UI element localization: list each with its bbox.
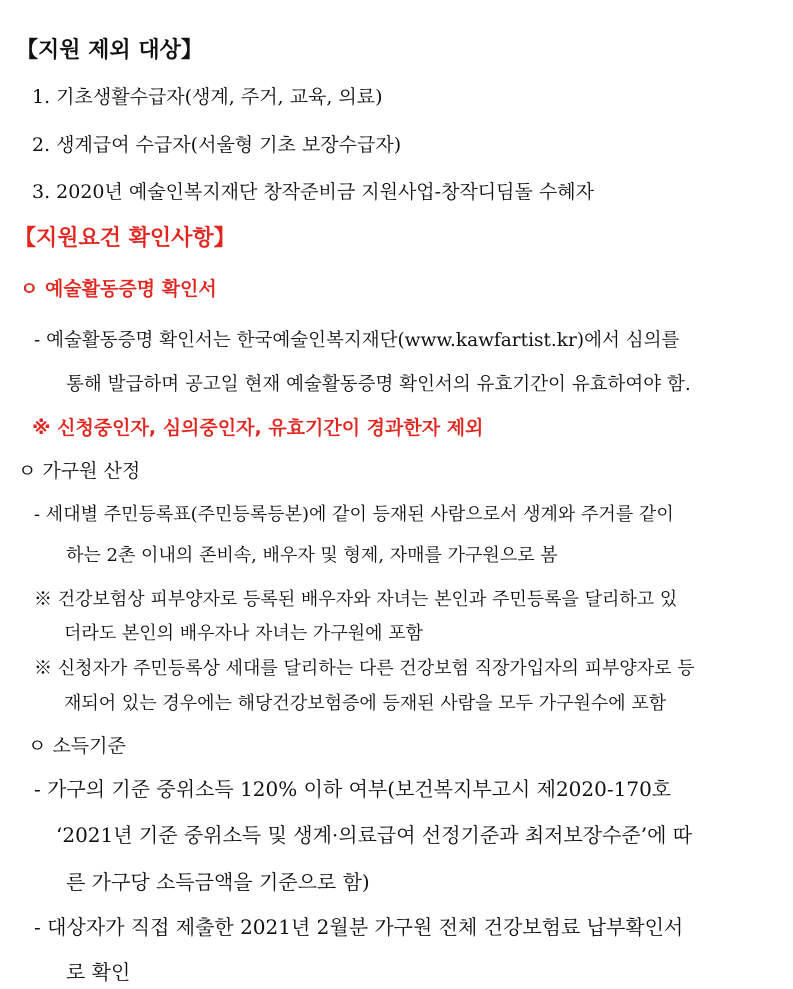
household-note1-line1: ※ 건강보험상 피부양자로 등록된 배우자와 자녀는 본인과 주민등록을 달리하고 있 xyxy=(34,589,678,610)
exclusion-title: 【지원 제외 대상】 xyxy=(16,38,203,63)
household-note1-line2: 더라도 본인의 배우자나 자녀는 가구원에 포함 xyxy=(64,623,423,644)
household-note2-line2: 재되어 있는 경우에는 해당건강보험증에 등재된 사람을 모두 가구원수에 포함 xyxy=(64,693,667,714)
household-note2-line1: ※ 신청자가 주민등록상 세대를 달리하는 다른 건강보험 직장가입자의 피부양자로 등 xyxy=(34,658,695,679)
household-desc-line1: - 세대별 주민등록표(주민등록등본)에 같이 등재된 사람으로서 생계와 주거를 같이 xyxy=(34,504,674,525)
exclusion-item-2: 2. 생계급여 수급자(서울형 기초 보장수급자) xyxy=(32,134,402,156)
art-cert-desc-line1: - 예술활동증명 확인서는 한국예술인복지재단(www.kawfartist.kr)에서 심의를 xyxy=(34,330,680,351)
income-desc1-line3: 른 가구당 소득금액을 기준으로 함) xyxy=(66,870,370,894)
income-heading: ㅇ 소득기준 xyxy=(28,735,126,757)
requirements-title: 【지원요건 확인사항】 xyxy=(14,226,236,251)
household-desc-line2: 하는 2촌 이내의 존비속, 배우자 및 형제, 자매를 가구원으로 봄 xyxy=(66,545,558,566)
income-desc1-line2: ‘2021년 기준 중위소득 및 생계·의료급여 선정기준과 최저보장수준’에 따 xyxy=(56,823,693,847)
exclusion-item-3: 3. 2020년 예술인복지재단 창작준비금 지원사업-창작디딤돌 수혜자 xyxy=(32,181,594,203)
art-cert-heading: ㅇ 예술활동증명 확인서 xyxy=(20,278,217,300)
exclusion-item-1: 1. 기초생활수급자(생계, 주거, 교육, 의료) xyxy=(32,86,383,108)
art-cert-note: ※ 신청중인자, 심의중인자, 유효기간이 경과한자 제외 xyxy=(32,417,484,439)
household-heading: ㅇ 가구원 산정 xyxy=(18,460,141,482)
art-cert-desc-line2: 통해 발급하며 공고일 현재 예술활동증명 확인서의 유효기간이 유효하여야 함. xyxy=(66,374,691,395)
income-desc2-line2: 로 확인 xyxy=(66,960,131,984)
income-desc1-line1: - 가구의 기준 중위소득 120% 이하 여부(보건복지부고시 제2020-170호 xyxy=(34,777,672,801)
income-desc2-line1: - 대상자가 직접 제출한 2021년 2월분 가구원 전체 건강보험료 납부확인서 xyxy=(34,915,684,939)
